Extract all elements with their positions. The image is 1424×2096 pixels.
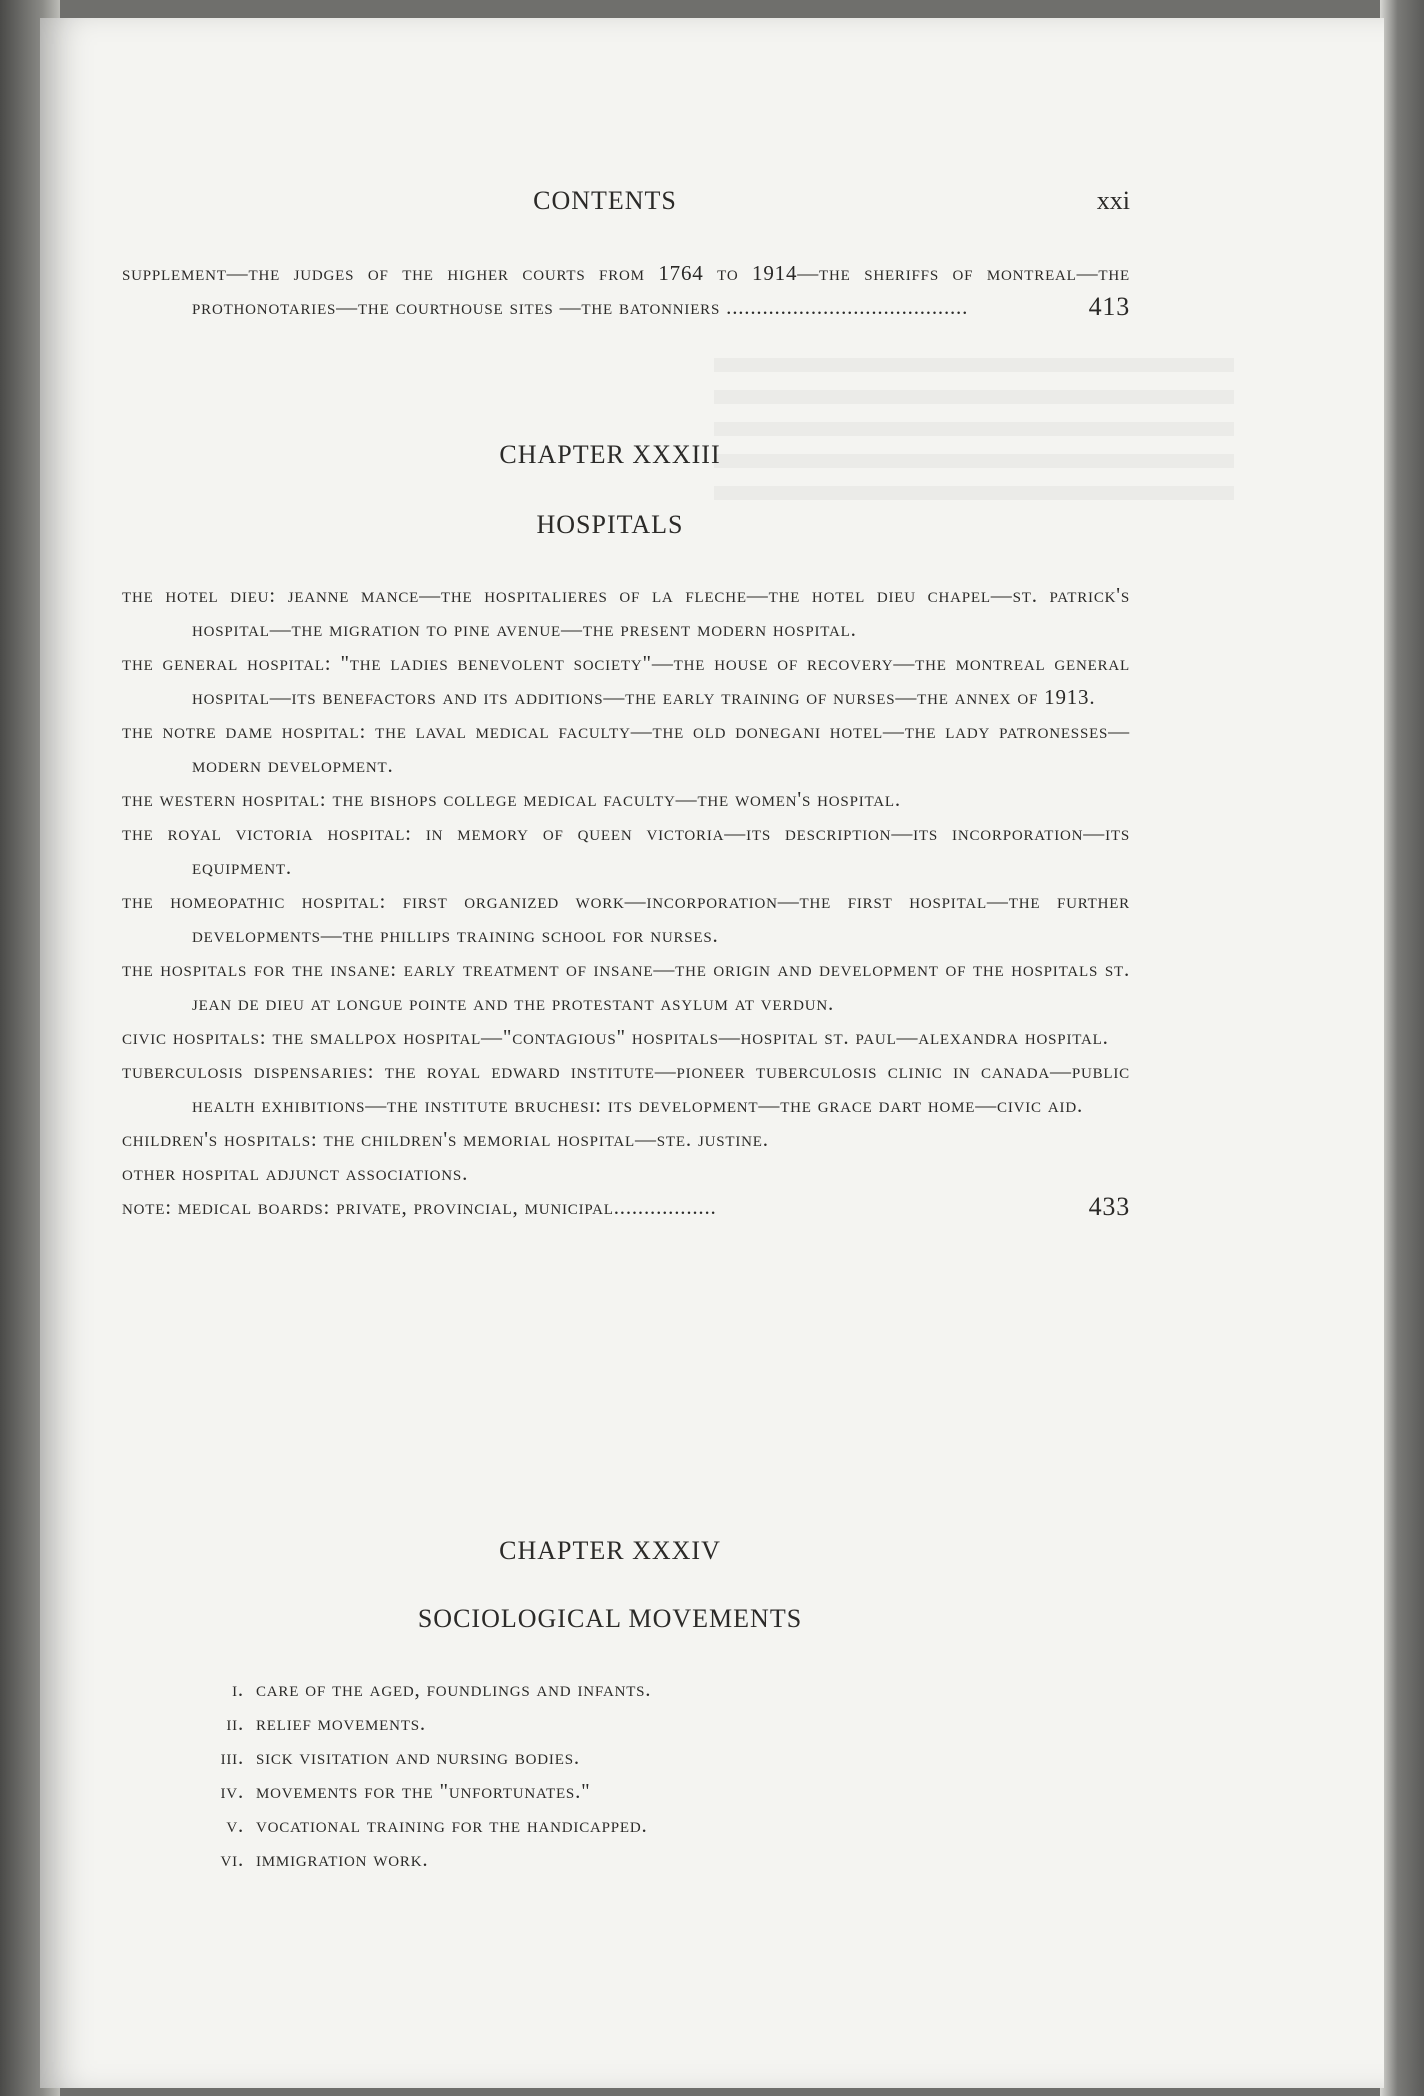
chapter-33-number: CHAPTER XXXIII xyxy=(499,440,721,469)
toc-entry: the general hospital: "the ladies benevolent society"—the house of recovery—the montreal general hospital—its benefactors and its additions—the early training of nurses—the annex of 1913. xyxy=(122,651,1130,709)
list-item: i. care of the aged, foundlings and infants. xyxy=(232,1677,652,1701)
supplement-text: supplement—the judges of the higher courts from 1764 to 1914—the sheriffs of montreal—the prothonotaries—the courthouse sites —the batonniers ........................................ xyxy=(122,261,1130,319)
chapter-34-title: SOCIOLOGICAL MOVEMENTS xyxy=(417,1604,803,1633)
chapter-34-number: CHAPTER XXXIV xyxy=(499,1536,721,1565)
list-item: ii. relief movements. xyxy=(226,1711,426,1735)
list-item: v. vocational training for the handicapped. xyxy=(226,1813,648,1837)
running-header xyxy=(40,186,1384,226)
toc-entry: the hospitals for the insane: early treatment of insane—the origin and development of the hospitals st. jean de dieu at longue pointe and the protestant asylum at verdun. xyxy=(122,957,1130,1015)
list-item: iii. sick visitation and nursing bodies. xyxy=(220,1745,580,1769)
toc-entry: the western hospital: the bishops college medical faculty—the women's hospital. xyxy=(122,787,901,811)
toc-entry-note: note: medical boards: private, provincial, municipal................. 433 xyxy=(122,1190,1130,1224)
toc-entry: the hotel dieu: jeanne mance—the hospitalieres of la fleche—the hotel dieu chapel—st. patrick's hospital—the migration to pine avenue—the present modern hospital. xyxy=(122,583,1130,641)
page-number: xxi xyxy=(1096,186,1130,215)
bleed-through xyxy=(714,390,1234,404)
list-item: iv. movements for the "unfortunates." xyxy=(220,1779,591,1803)
toc-entry: the royal victoria hospital: in memory of queen victoria—its description—its incorporation—its equipment. xyxy=(122,821,1130,879)
supplement-entry xyxy=(122,256,1130,324)
toc-entry: the homeopathic hospital: first organized work—incorporation—the first hospital—the further developments—the phillips training school for nurses. xyxy=(122,889,1130,947)
chapter-34-items xyxy=(40,1672,1384,1876)
bleed-through xyxy=(714,422,1234,436)
toc-entry: other hospital adjunct associations. xyxy=(122,1161,469,1185)
scan-right-edge xyxy=(1380,0,1424,2096)
supplement-block xyxy=(40,256,1384,324)
toc-entry: children's hospitals: the children's memorial hospital—ste. justine. xyxy=(122,1127,769,1151)
chapter-33-entries xyxy=(40,578,1384,1224)
bleed-through xyxy=(714,358,1234,372)
page-title: CONTENTS xyxy=(533,186,677,215)
book-page xyxy=(40,18,1384,2088)
chapter-33-page: 433 xyxy=(1088,1192,1130,1221)
toc-entry: tuberculosis dispensaries: the royal edward institute—pioneer tuberculosis clinic in canada—public health exhibitions—the institute bruchesi: its development—the grace dart home—civic aid. xyxy=(122,1059,1130,1117)
chapter-33-title: HOSPITALS xyxy=(536,510,684,539)
list-item: vi. immigration work. xyxy=(220,1847,429,1871)
toc-entry: the notre dame hospital: the laval medical faculty—the old donegani hotel—the lady patronesses—modern development. xyxy=(122,719,1130,777)
bleed-through xyxy=(714,486,1234,500)
supplement-page: 413 xyxy=(1088,292,1130,321)
toc-entry: civic hospitals: the smallpox hospital—"contagious" hospitals—hospital st. paul—alexandra hospital. xyxy=(122,1025,1109,1049)
